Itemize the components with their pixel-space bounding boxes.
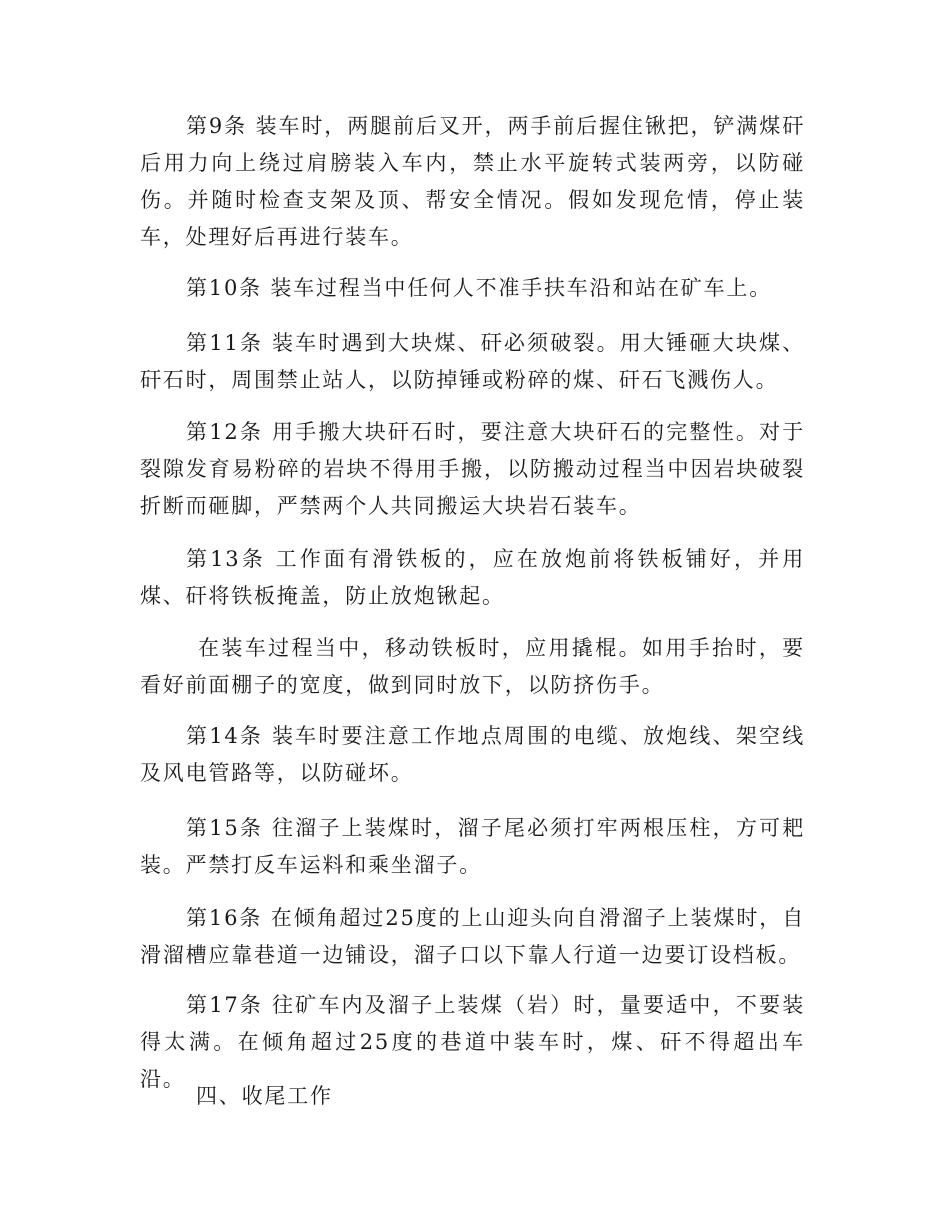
paragraph-article-10: 第10条 装车过程当中任何人不准手扶车沿和站在矿车上。 xyxy=(186,276,772,300)
paragraph-article-13: 第13条 工作面有滑铁板的，应在放炮前将铁板铺好，并用煤、矸将铁板掩盖，防止放炮锹起。 xyxy=(140,547,805,608)
paragraph-article-15: 第15条 往溜子上装煤时，溜子尾必须打牢两根压柱，方可耙装。严禁打反车运料和乘坐溜子。 xyxy=(140,816,805,877)
paragraph-article-11: 第11条 装车时遇到大块煤、矸必须破裂。用大锤砸大块煤、矸石时，周围禁止站人，以防掉锤或粉碎的煤、矸石飞溅伤人。 xyxy=(140,331,805,392)
paragraph-article-14: 第14条 装车时要注意工作地点周围的电缆、放炮线、架空线及风电管路等，以防碰坏。 xyxy=(140,724,805,785)
paragraph-article-17: 第17条 往矿车内及溜子上装煤（岩）时，量要适中，不要装得太满。在倾角超过25度的巷道中装车时，煤、矸不得超出车沿。 xyxy=(140,993,805,1091)
paragraph-article-16: 第16条 在倾角超过25度的上山迎头向自滑溜子上装煤时，自滑溜槽应靠巷道一边铺设，溜子口以下靠人行道一边要订设档板。 xyxy=(140,906,805,967)
paragraph-article-13-continued: 在装车过程当中，移动铁板时，应用撬棍。如用手抬时，要看好前面棚子的宽度，做到同时放下，以防挤伤手。 xyxy=(140,636,805,697)
section-heading: 四、收尾工作 xyxy=(196,1084,333,1108)
paragraph-article-9: 第9条 装车时，两腿前后叉开，两手前后握住锹把，铲满煤矸后用力向上绕过肩膀装入车内，禁止水平旋转式装两旁，以防碰伤。并随时检查支架及顶、帮安全情况。假如发现危情，停止装车，处理好后再进行装车。 xyxy=(140,114,805,249)
paragraph-article-12: 第12条 用手搬大块矸石时，要注意大块矸石的完整性。对于裂隙发育易粉碎的岩块不得用手搬，以防搬动过程当中因岩块破裂折断而砸脚，严禁两个人共同搬运大块岩石装车。 xyxy=(140,420,805,518)
